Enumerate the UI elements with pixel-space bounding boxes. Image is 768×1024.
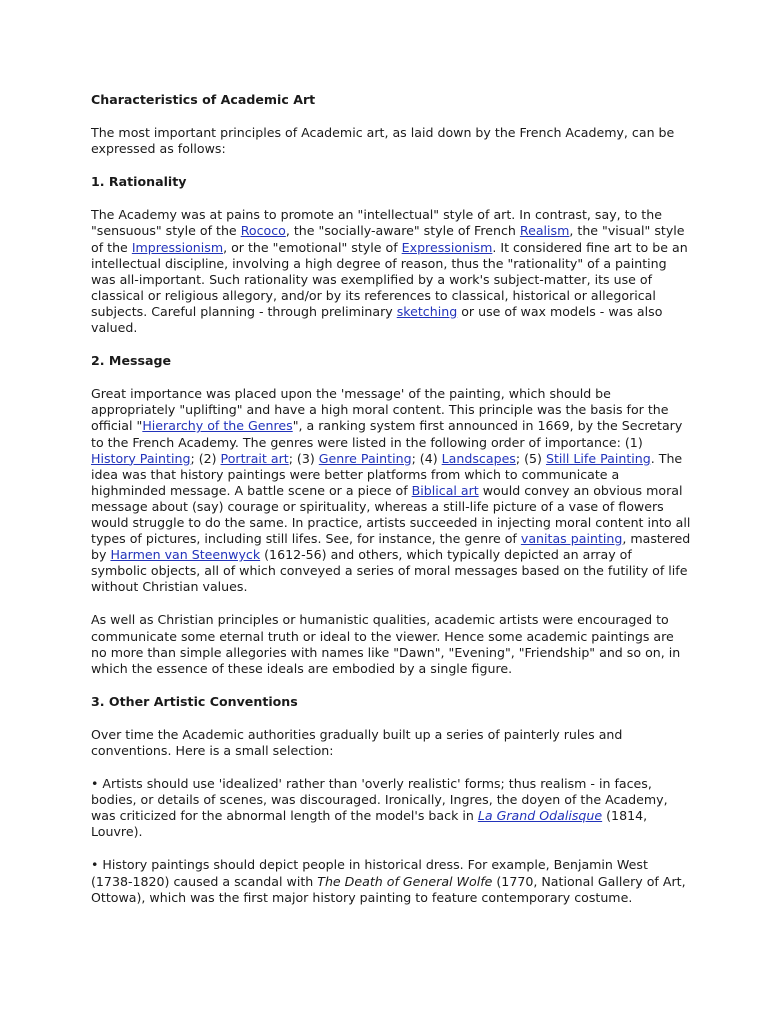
link-vanitas-painting[interactable]: vanitas painting: [520, 531, 623, 547]
intro-paragraph: The most important principles of Academic art, as laid down by the French Academy, can be expressed as follows:: [91, 125, 675, 157]
text-span: • Artists should use 'idealized' rather than 'overly realistic' forms; thus realism - in faces, bodies, or details of scenes, was discouraged. Ironically, Ingres, the doyen of the Academy, was criticized for the abnormal length of the model's back in: [91, 776, 668, 824]
link-expressionism[interactable]: Expressionism: [401, 239, 493, 255]
section-heading-conventions: 3. Other Artistic Conventions: [91, 693, 298, 709]
text-span: , mastered by: [91, 531, 691, 563]
text-span: (1612-56) and others, which typically depicted an array of symbolic objects, all of which conveyed a series of moral messages based on the futility of life without Christian values.: [91, 547, 688, 595]
text-span: ; (5): [515, 450, 546, 466]
text-span: (1814, Louvre).: [91, 808, 648, 840]
conventions-intro: Over time the Academic authorities gradually built up a series of painterly rules and conventions. Here is a small selection:: [91, 726, 623, 758]
article-body: [91, 92, 691, 923]
bullet-historical-dress: [91, 857, 691, 905]
link-still-life-painting[interactable]: Still Life Painting: [545, 450, 651, 466]
text-span: (1770, National Gallery of Art, Ottowa), which was the first major history painting to feature contemporary costume.: [91, 873, 686, 905]
text-span: ; (3): [288, 450, 319, 466]
link-la-grand-odalisque[interactable]: La Grand Odalisque: [477, 808, 603, 824]
artwork-title: The Death of General Wolfe: [317, 873, 493, 889]
section-heading-message: 2. Message: [91, 353, 172, 369]
link-rococo[interactable]: Rococo: [240, 223, 286, 239]
link-biblical-art[interactable]: Biblical art: [411, 482, 479, 498]
text-span: Great importance was placed upon the 'message' of the painting, which should be appropriately "uplifting" and have a high moral content. This principle was the basis for the official ": [91, 386, 669, 434]
message-paragraph-2: As well as Christian principles or humanistic qualities, academic artists were encouraged to communicate some eternal truth or ideal to the viewer. Hence some academic paintings are no more than simple allegories with names like "Dawn", "Evening", "Friendship" and so on, in which the essence of these ideals are embodied by a single figure.: [91, 612, 681, 676]
link-sketching[interactable]: sketching: [396, 303, 458, 319]
text-span: ", a ranking system first announced in 1669, by the Secretary to the French Academy. The genres were listed in the following order of importance: (1): [91, 418, 683, 450]
link-history-painting[interactable]: History Painting: [91, 450, 191, 466]
bullet-idealized: [91, 776, 691, 840]
page-title: Characteristics of Academic Art: [91, 92, 316, 107]
text-span: • History paintings should depict people in historical dress. For example, Benjamin West (1738-1820) caused a scandal with: [91, 857, 648, 889]
rationality-paragraph: [91, 207, 691, 336]
section-heading-rationality: 1. Rationality: [91, 174, 187, 190]
link-portrait-art[interactable]: Portrait art: [220, 450, 289, 466]
text-span: ; (4): [411, 450, 442, 466]
text-span: , the "visual" style of the: [91, 223, 685, 255]
link-hierarchy-of-genres[interactable]: Hierarchy of the Genres: [142, 418, 293, 434]
text-span: , or the "emotional" style of: [223, 239, 402, 255]
text-span: would convey an obvious moral message about (say) courage or spirituality, whereas a still-life picture of a vase of flowers would struggle to do the same. In practice, artists succeeded in injecting moral content into all types of pictures, including still lifes. See, for instance, the genre of: [91, 482, 691, 547]
link-realism[interactable]: Realism: [519, 223, 570, 239]
text-span: or use of wax models - was also valued.: [91, 303, 663, 336]
link-landscapes[interactable]: Landscapes: [441, 450, 516, 466]
text-span: . It considered fine art to be an intellectual discipline, involving a high degree of reason, thus the "rationality" of a painting was all-important. Such rationality was exemplified by a work's subject-matter, its use of classical or religious allegory, and/or by its references to classical, historical or allegorical subjects. Careful planning - through preliminary: [91, 239, 688, 319]
text-span: ; (2): [190, 450, 221, 466]
link-impressionism[interactable]: Impressionism: [131, 239, 224, 255]
text-span: The Academy was at pains to promote an "intellectual" style of art. In contrast, say, to the "sensuous" style of the: [91, 207, 662, 239]
message-paragraph: [91, 386, 691, 595]
text-span: . The idea was that history paintings were better platforms from which to communicate a highminded message. A battle scene or a piece of: [91, 450, 683, 498]
link-harmen-van-steenwyck[interactable]: Harmen van Steenwyck: [110, 547, 261, 563]
link-genre-painting[interactable]: Genre Painting: [318, 450, 412, 466]
text-span: , the "socially-aware" style of French: [285, 223, 520, 239]
